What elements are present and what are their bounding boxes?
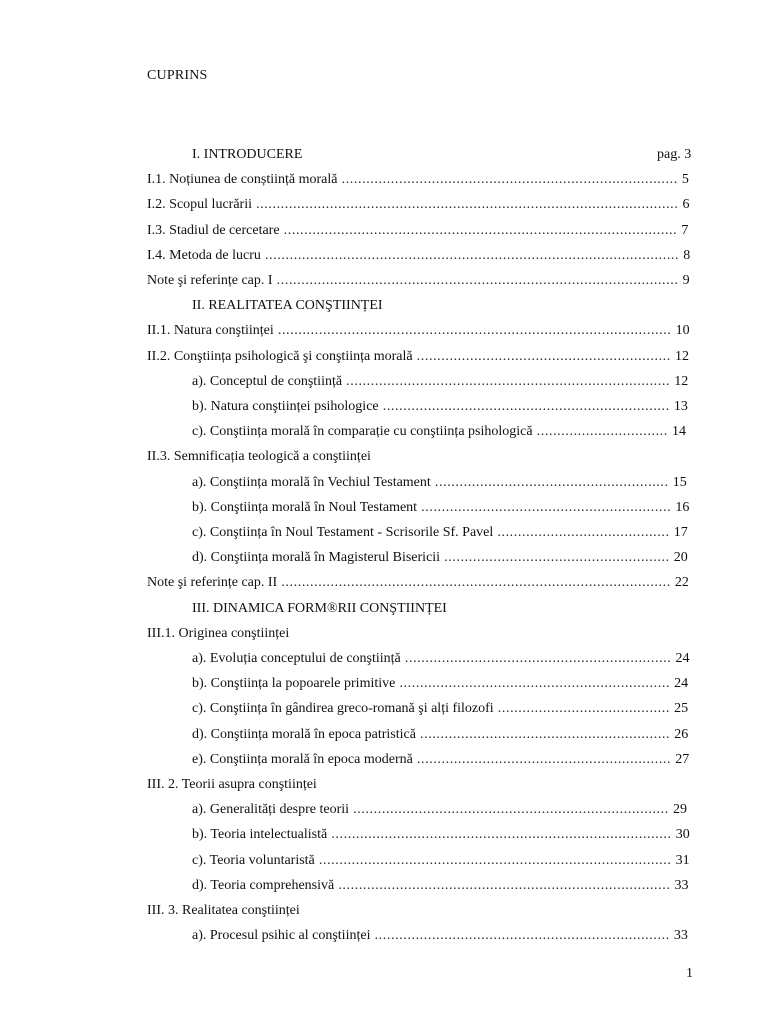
toc-entry (147, 322, 690, 340)
toc-entry-title: c). Conştiința în gândirea greco-romană şi alți filozofi (192, 701, 494, 716)
toc-page-number: 12 (674, 349, 689, 364)
toc-section-heading: I. INTRODUCERE (192, 147, 303, 162)
toc-dot-leader: ............................................................. (415, 727, 675, 742)
toc-entry-title: I.1. Noțiunea de conștiință morală (147, 172, 338, 187)
toc-page-number: 33 (673, 928, 688, 943)
toc-subentry (192, 877, 690, 895)
toc-subentry (192, 927, 690, 945)
toc-subentry (192, 373, 690, 391)
toc-page-number: 13 (673, 399, 688, 414)
toc-subentry (192, 726, 690, 744)
toc-entry (147, 272, 690, 290)
toc-subentry (192, 398, 690, 416)
toc-dot-leader: ....................................................................................................... (251, 197, 683, 212)
toc-entry (147, 625, 690, 643)
toc-dot-leader: ............................................................................................... (277, 575, 675, 590)
toc-subentry (192, 499, 690, 517)
toc-entry-title: II.2. Conştiința psihologică şi conştiința morală (147, 349, 413, 364)
toc-page-number: 26 (674, 727, 689, 742)
toc-entry-title: b). Conştiința la popoarele primitive (192, 676, 396, 691)
toc-entry-title: Note şi referințe cap. I (147, 273, 273, 288)
toc-page-number: 33 (674, 878, 689, 893)
toc-page-number: 16 (675, 500, 690, 515)
toc-entry-title: b). Teoria intelectualistă (192, 827, 328, 842)
toc-subentry (192, 751, 690, 769)
toc-dot-leader: .......................................... (493, 525, 674, 540)
toc-page-number: 29 (672, 802, 687, 817)
toc-dot-leader: .................................................................. (395, 676, 675, 691)
toc-subentry (192, 474, 690, 492)
toc-entry-title: I.3. Stadiul de cercetare (147, 223, 280, 238)
toc-entry-title: c). Conştiința morală în comparație cu conştiința psihologică (192, 424, 533, 439)
toc-dot-leader: .............................................................. (412, 752, 676, 767)
toc-page-number: 15 (672, 475, 687, 490)
toc-entry-title: c). Conştiința în Noul Testament - Scrisorile Sf. Pavel (192, 525, 494, 540)
toc-entry-title: a). Conceptul de conştiință (192, 374, 343, 389)
toc-entry-title: a). Procesul psihic al conştiinței (192, 928, 371, 943)
toc-entry-title: I.2. Scopul lucrării (147, 197, 252, 212)
toc-page-number: 20 (673, 550, 688, 565)
toc-entry (147, 776, 690, 794)
toc-page-number: 7 (681, 223, 689, 238)
toc-entry-title: I.4. Metoda de lucru (147, 248, 261, 263)
toc-page-number: 30 (675, 827, 690, 842)
toc-dot-leader: ..................................................................................................... (260, 248, 684, 263)
toc-dot-leader: ................................................................................... (327, 827, 676, 842)
toc-entry-title: d). Conştiința morală în Magisterul Bisericii (192, 550, 441, 565)
toc-page-number: 6 (682, 197, 690, 212)
toc-entry (147, 448, 690, 466)
toc-entry-title: II.3. Semnificația teologică a conştiinței (147, 449, 371, 464)
toc-page-number: 25 (674, 701, 689, 716)
toc-page-number: 17 (673, 525, 688, 540)
toc-entry-title: d). Teoria comprehensivă (192, 878, 335, 893)
toc-page-number: 9 (682, 273, 690, 288)
toc-entry (147, 222, 690, 240)
toc-entry-title: a). Conştiința morală în Vechiul Testament (192, 475, 431, 490)
toc-dot-leader: .......................................... (493, 701, 675, 716)
toc-dot-leader: ............................................................. (417, 500, 676, 515)
toc-page-number: 22 (674, 575, 689, 590)
toc-page-number: 24 (674, 676, 689, 691)
toc-subentry (192, 826, 690, 844)
toc-dot-leader: ...................................................................................... (314, 853, 676, 868)
toc-entry-title: e). Conştiința morală în epoca modernă (192, 752, 413, 767)
toc-subentry (192, 852, 690, 870)
toc-dot-leader: ................................................................. (400, 651, 676, 666)
toc-page-number: 31 (675, 853, 690, 868)
toc-dot-leader: .............................................................. (412, 349, 675, 364)
intro-page-reference: pag. 3 (657, 147, 692, 162)
toc-dot-leader: ................................................................................................ (273, 323, 676, 338)
toc-subentry (192, 801, 690, 819)
toc-subentry (192, 423, 690, 441)
toc-entry (147, 348, 690, 366)
toc-page-number: 27 (675, 752, 690, 767)
toc-entry-title: d). Conştiința morală în epoca patristică (192, 727, 416, 742)
toc-entry-title: III.1. Originea conştiinței (147, 626, 290, 641)
toc-dot-leader: ....................................................... (440, 550, 674, 565)
toc-entry (147, 171, 690, 189)
toc-page-number: 12 (674, 374, 689, 389)
toc-dot-leader: ...................................................................... (378, 399, 674, 414)
toc-entry-title: a). Evoluția conceptului de conştiință (192, 651, 401, 666)
toc-entry-title: Note şi referințe cap. II (147, 575, 278, 590)
toc-subentry (192, 650, 690, 668)
toc-subentry (192, 524, 690, 542)
toc-dot-leader: ................................................................................. (334, 878, 675, 893)
toc-page-number: 10 (675, 323, 690, 338)
toc-dot-leader: ......................................................... (430, 475, 673, 490)
toc-page-number: 14 (671, 424, 686, 439)
toc-entry-title: a). Generalități despre teorii (192, 802, 350, 817)
toc-entry (147, 574, 690, 592)
toc-subentry (192, 675, 690, 693)
toc-page-number: 5 (681, 172, 689, 187)
toc-page-number: 24 (675, 651, 690, 666)
page-number: 1 (686, 966, 693, 981)
toc-dot-leader: ........................................................................ (370, 928, 674, 943)
toc-dot-leader: .................................................................................................. (272, 273, 683, 288)
toc-page-number: 8 (683, 248, 690, 263)
toc-subentry (192, 549, 690, 567)
toc-dot-leader: ................................................................................................ (279, 223, 682, 238)
toc-entry-title: b). Natura conştiinței psihologice (192, 399, 379, 414)
toc-entry-title: III. 2. Teorii asupra conştiinței (147, 777, 317, 792)
toc-entry-title: b). Conştiința morală în Noul Testament (192, 500, 418, 515)
toc-dot-leader: ............................................................................... (342, 374, 675, 389)
page-title: CUPRINS (147, 68, 208, 83)
toc-dot-leader: ................................ (532, 424, 672, 439)
toc-subentry (192, 700, 690, 718)
toc-entry (147, 902, 690, 920)
toc-entry-title: c). Teoria voluntaristă (192, 853, 315, 868)
toc-section-heading: II. REALITATEA CONŞTIINȚEI (192, 298, 383, 313)
toc-dot-leader: .................................................................................. (337, 172, 682, 187)
toc-entry-title: II.1. Natura conştiinței (147, 323, 274, 338)
toc-dot-leader: ............................................................................. (349, 802, 673, 817)
toc-entry (147, 196, 690, 214)
toc-entry-title: III. 3. Realitatea conştiinței (147, 903, 300, 918)
toc-section-heading: III. DINAMICA FORM®RII CONŞTIINȚEI (192, 601, 447, 616)
toc-entry (147, 247, 690, 265)
